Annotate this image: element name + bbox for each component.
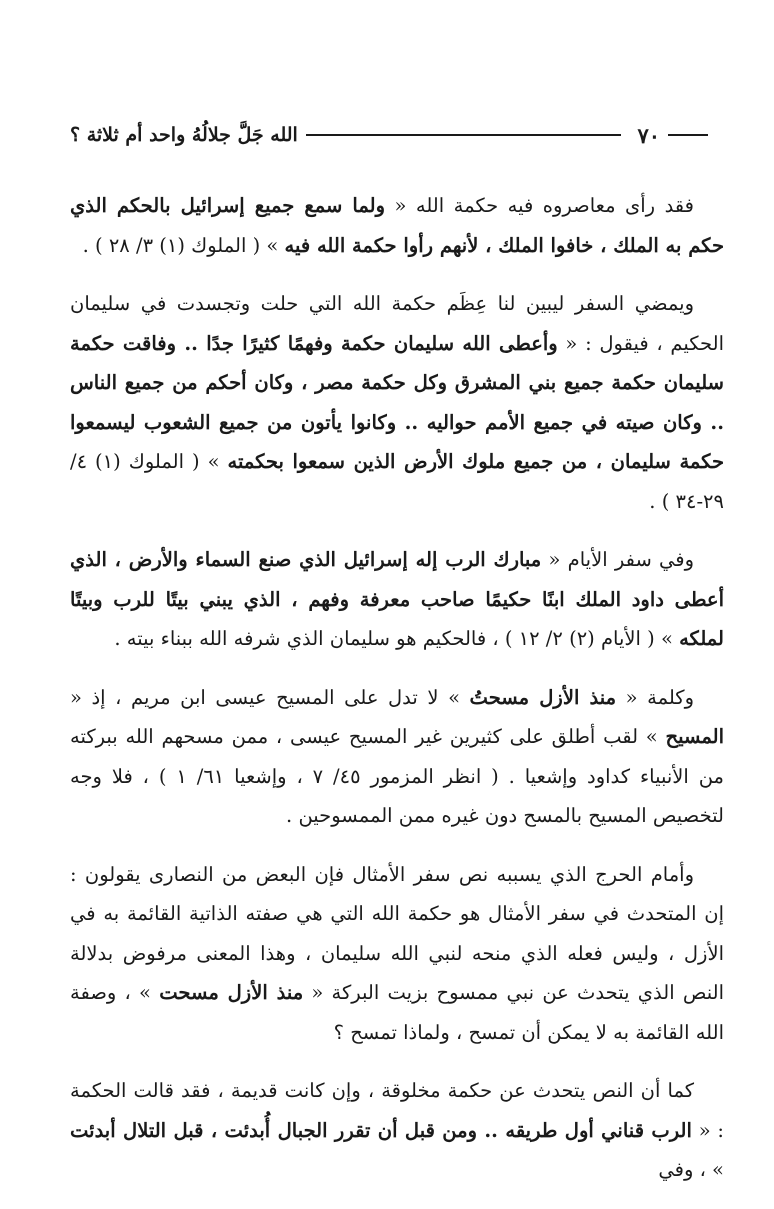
body-text: فقد رأى معاصروه فيه حكمة الله « (385, 194, 694, 217)
quoted-text: ولما سمع جميع إسرائيل بالحكم الذي حكم به الملك ، خافوا الملك ، لأنهم رأوا حكمة الله فيه (70, 194, 724, 257)
paragraph (70, 186, 724, 265)
paragraph (70, 284, 724, 521)
quoted-text: مبارك الرب إله إسرائيل الذي صنع السماء والأرض ، الذي أعطى داود الملك ابنًا حكيمًا صاحب معرفة وفهم ، الذي يبني بيتًا للرب وبيتًا لملكه (70, 548, 724, 650)
running-title: الله جَلَّ جلالُهُ واحد أم ثلاثة ؟ (70, 124, 298, 146)
paragraph (70, 678, 724, 836)
page-number-rule (668, 134, 708, 136)
body-text: وكلمة « (616, 685, 695, 709)
body-text: كما أن النص يتحدث عن حكمة مخلوقة ، وإن كانت قديمة ، فقد قالت الحكمة : « (70, 1079, 724, 1142)
body-text: وأمام الحرج الذي يسببه نص سفر الأمثال فإن البعض من النصارى يقولون : إن المتحدث في سفر الأمثال هو حكمة الله التي هي صفته الذاتية القائمة به في الأزل ، وليس فعله الذي منحه لنبي الله سليمان ، وهذا المعنى مرفوض بدلالة النص الذي يتحدث عن نبي ممسوح بزيت البركة « (70, 862, 724, 1004)
quoted-text: الرب قناني أول طريقه .. ومن قبل أن تقرر الجبال أُبدئت ، قبل التلال أبدئت (70, 1118, 692, 1142)
page-header (70, 118, 708, 152)
page-body (70, 186, 724, 1209)
body-text: » لقب أطلق على كثيرين غير المسيح عيسى ، ممن مسحهم الله ببركته من الأنبياء كداود وإشعيا . ( انظر المزمور ٤٥/ ٧ ، وإشعيا ٦١/ ١ ) ، فلا وجه لتخصيص المسيح بالمسح دون غيره ممن الممسوحين . (70, 725, 724, 827)
body-text: » ، وفي (658, 1158, 724, 1181)
quoted-text: منذ الأزل مسحت (159, 981, 304, 1004)
body-text: وفي سفر الأيام « (541, 548, 695, 571)
quoted-text: منذ الأزل مسحتُ (469, 685, 617, 709)
quoted-text: وأعطى الله سليمان حكمة وفهمًا كثيرًا جدًا .. وفاقت حكمة سليمان حكمة جميع بني المشرق وكل حكمة مصر ، وكان أحكم من جميع الناس .. وكان صيته في جميع الأمم حواليه .. وكانوا يأتون من جميع الشعوب ليسمعوا حكمة سليمان ، من جميع ملوك الأرض الذين سمعوا بحكمته (70, 331, 724, 473)
body-text: » ( الأيام (٢) ٢/ ١٢ ) ، فالحكيم هو سليمان الذي شرفه الله ببناء بيته . (114, 627, 680, 650)
body-text: » ( الملوك (١) ٤/ ٢٩-٣٤ ) . (70, 450, 724, 513)
body-text: ويمضي السفر ليبين لنا عِظَم حكمة الله التي حلت وتجسدت في سليمان الحكيم ، فيقول : « (70, 292, 724, 355)
header-rule (306, 134, 622, 136)
body-text: » لا تدل على المسيح عيسى ابن مريم ، إذ « (70, 685, 470, 709)
paragraph (70, 855, 724, 1053)
paragraph (70, 1071, 724, 1190)
paragraph (70, 540, 724, 659)
body-text: » ( الملوك (١) ٣/ ٢٨ ) . (82, 233, 285, 257)
quoted-text: المسيح (665, 725, 724, 748)
body-text: » ، وصفة الله القائمة به لا يمكن أن تمسح ، ولماذا تمسح ؟ (70, 981, 724, 1044)
page-number: ٧٠ (637, 122, 660, 148)
